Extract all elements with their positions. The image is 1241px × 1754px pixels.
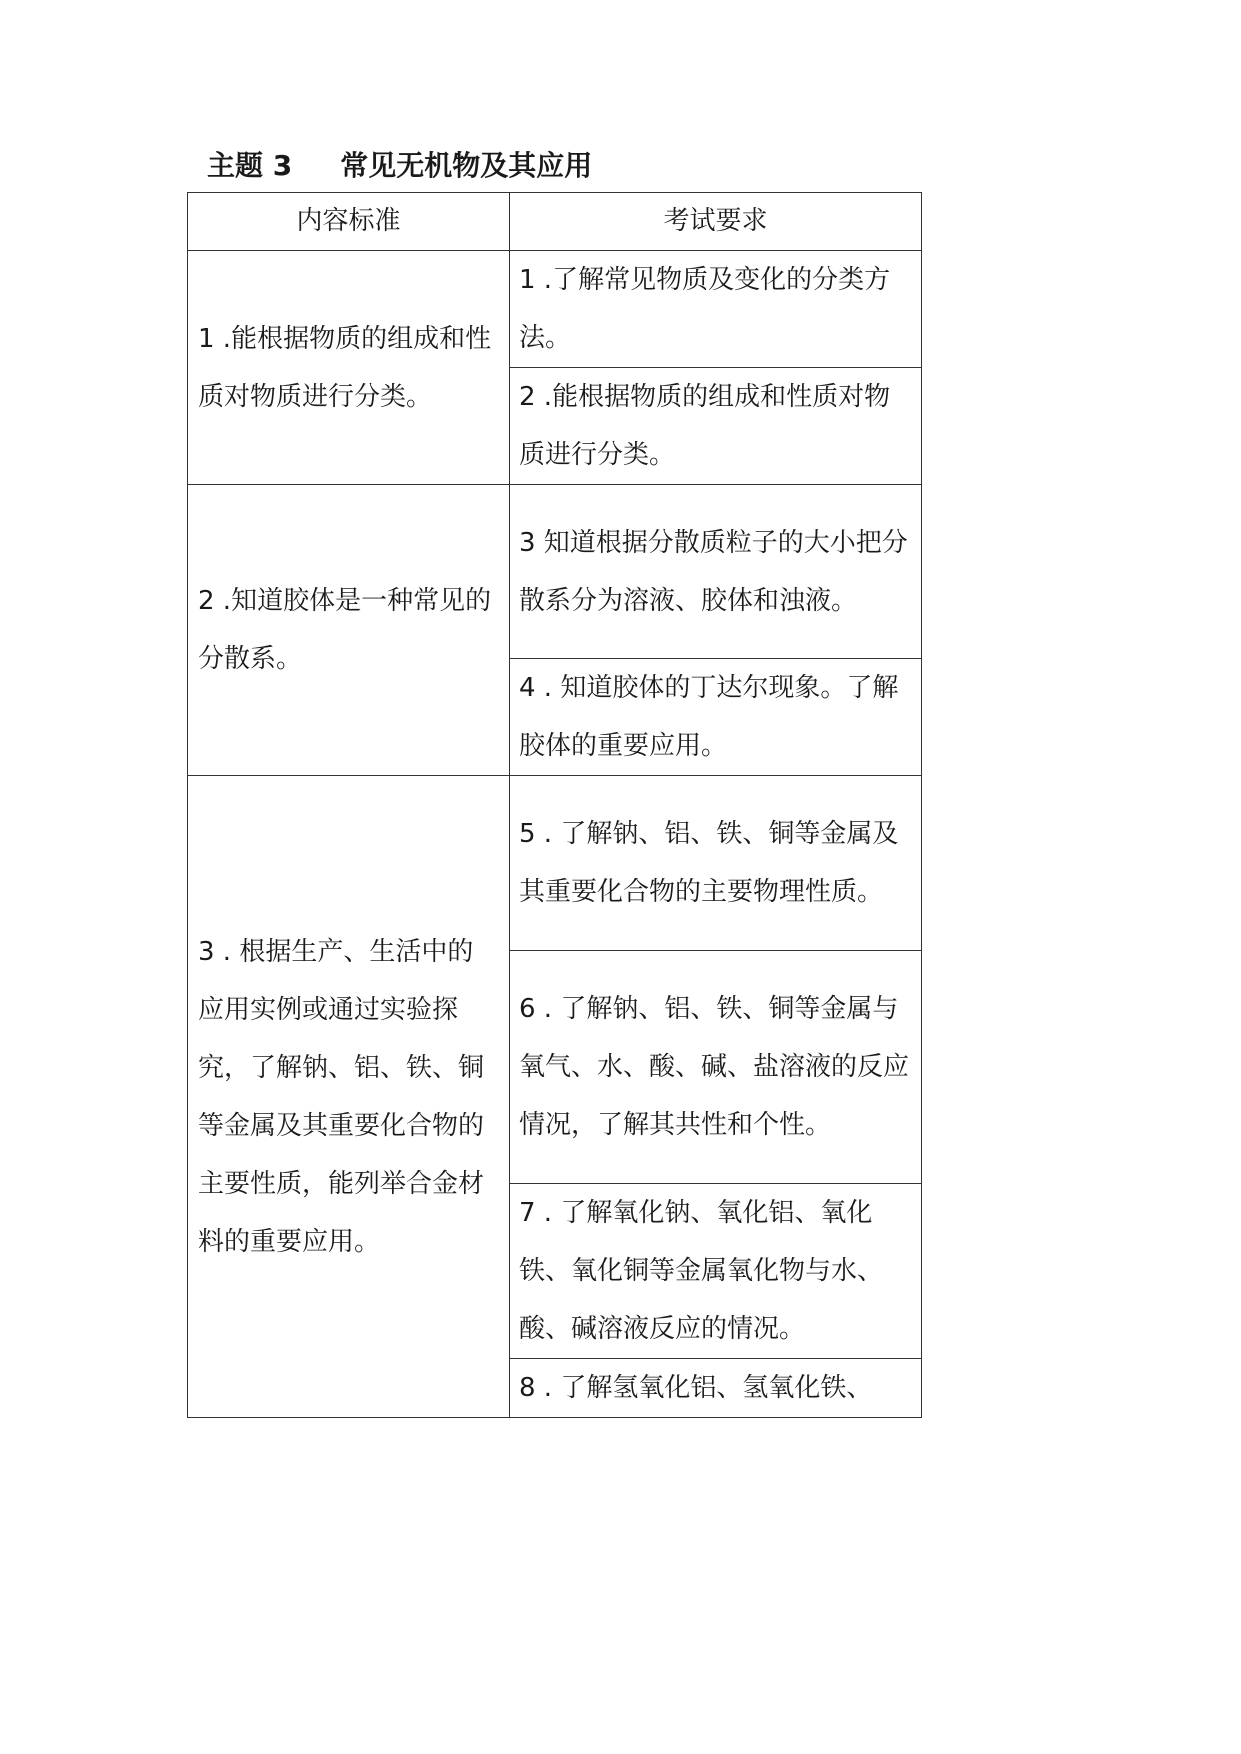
content-standard-text: 1 .能根据物质的组成和性质对物质进行分类。 xyxy=(198,323,492,412)
table-row xyxy=(188,485,922,659)
requirement-text: 7 . 了解氧化钠、氧化铝、氧化铁、氧化铜等金属氧化物与水、酸、碱溶液反应的情况。 xyxy=(519,1198,884,1344)
requirement-text: 5 . 了解钠、铝、铁、铜等金属及其重要化合物的主要物理性质。 xyxy=(519,819,899,907)
requirement-text: 4 . 知道胶体的丁达尔现象。了解胶体的重要应用。 xyxy=(519,673,899,761)
content-standard-cell xyxy=(188,776,510,1418)
requirement-cell xyxy=(510,951,922,1184)
requirement-cell xyxy=(510,1184,922,1359)
requirement-cell xyxy=(510,1359,922,1418)
requirement-cell xyxy=(510,776,922,951)
content-standard-text: 3 . 根据生产、生活中的应用实例或通过实验探究，了解钠、铝、铁、铜等金属及其重要化合物的主要性质，能列举合金材料的重要应用。 xyxy=(198,936,485,1257)
header-exam-requirement: 考试要求 xyxy=(510,193,922,251)
table-header-row xyxy=(188,193,922,251)
requirement-cell xyxy=(510,251,922,368)
requirement-text: 1 .了解常见物质及变化的分类方法。 xyxy=(519,265,891,353)
requirement-text: 2 .能根据物质的组成和性质对物质进行分类。 xyxy=(519,382,891,470)
requirement-cell xyxy=(510,659,922,776)
page-title xyxy=(207,146,592,186)
requirement-text: 8 . 了解氢氧化铝、氢氧化铁、 xyxy=(519,1373,873,1403)
content-standard-cell xyxy=(188,485,510,776)
requirements-table xyxy=(187,192,922,1418)
topic-name: 常见无机物及其应用 xyxy=(340,149,593,182)
header-content-standard: 内容标准 xyxy=(188,193,510,251)
table-row xyxy=(188,776,922,951)
requirement-text: 3 知道根据分散质粒子的大小把分散系分为溶液、胶体和浊液。 xyxy=(519,527,908,616)
table-row xyxy=(188,251,922,368)
content-standard-text: 2 .知道胶体是一种常见的分散系。 xyxy=(198,586,492,674)
content-standard-cell xyxy=(188,251,510,485)
topic-number: 主题 3 xyxy=(207,149,293,182)
requirement-text: 6 . 了解钠、铝、铁、铜等金属与氧气、水、酸、碱、盐溶液的反应情况，了解其共性和个性。 xyxy=(519,994,910,1140)
requirement-cell xyxy=(510,485,922,659)
requirement-cell xyxy=(510,368,922,485)
